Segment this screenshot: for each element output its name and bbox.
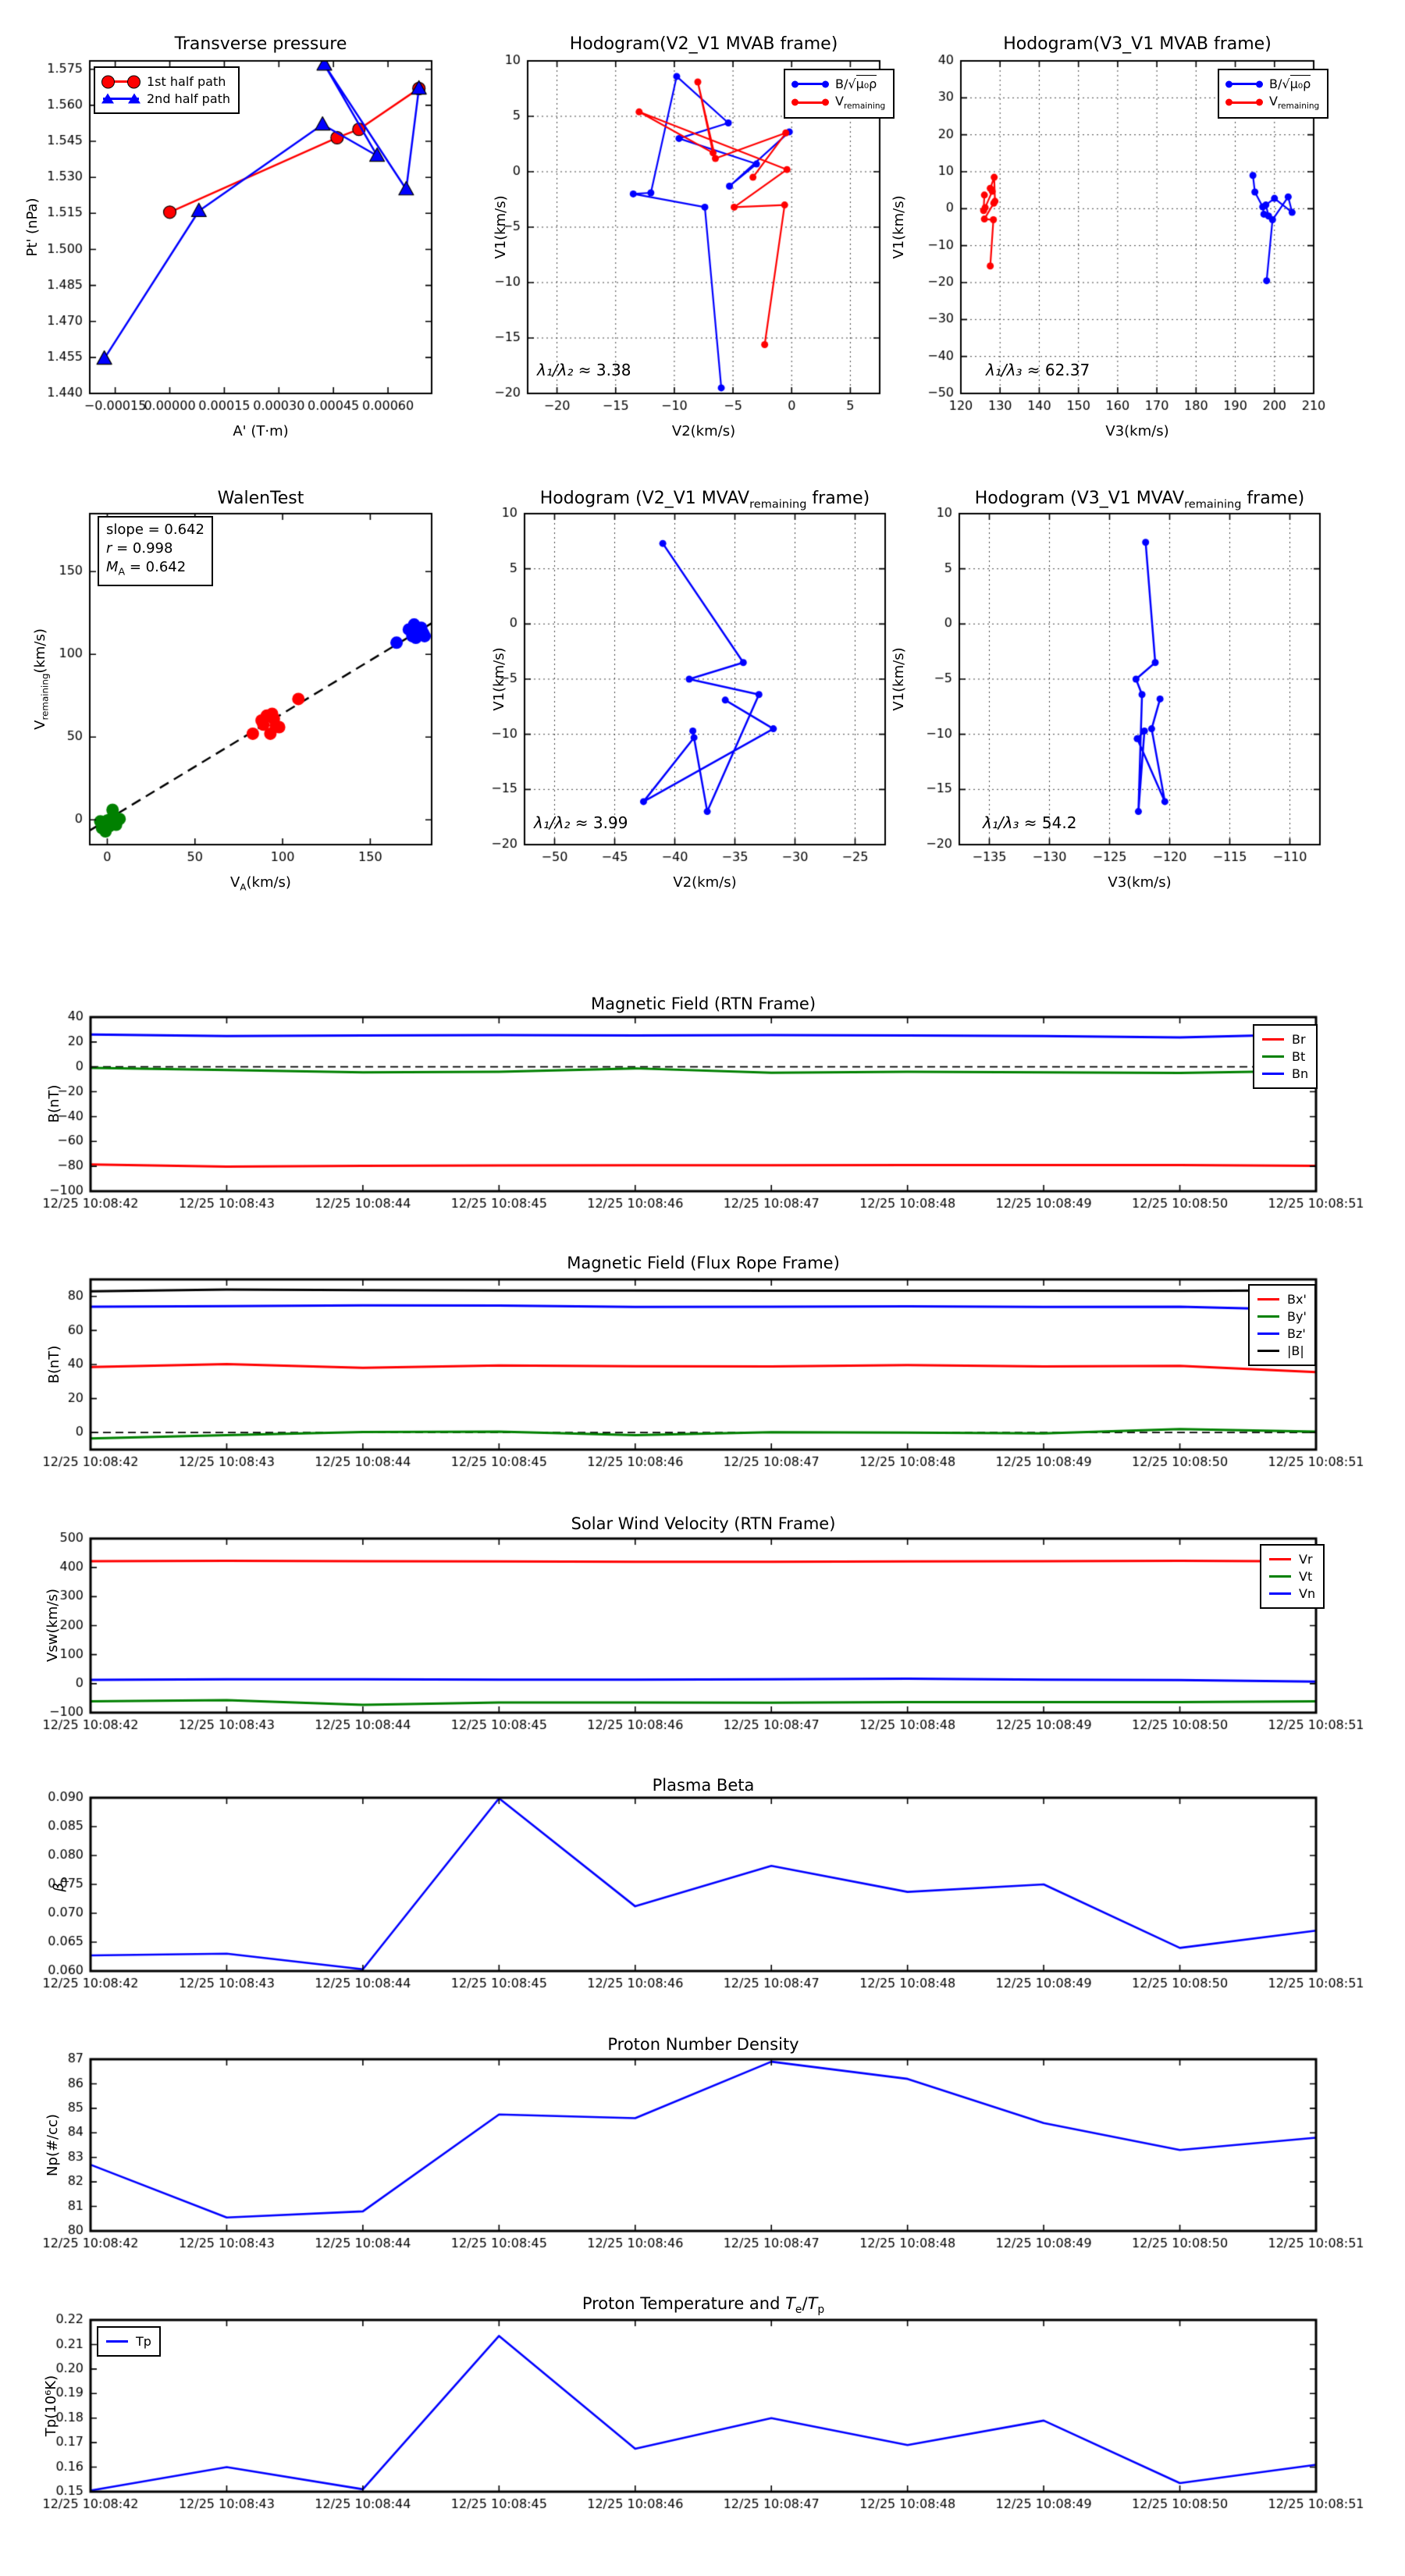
legend-swatch: [1257, 1298, 1279, 1300]
legend-item: [793, 94, 885, 111]
annotation-math: λ₁/λ₃ ≈: [986, 361, 1045, 379]
label-text: (km/s): [246, 874, 291, 891]
x-axis-label-va: [90, 874, 432, 893]
legend-label: By': [1287, 1309, 1307, 1324]
legend-magnetic-field-rtn: [1253, 1024, 1318, 1089]
legend-label: $V_{remaining}$: [1269, 94, 1320, 112]
legend-label: Vn: [1299, 1586, 1316, 1601]
legend-swatch: [1227, 83, 1261, 85]
legend-marker-dot: [1225, 99, 1232, 106]
legend-label: B/√μ₀ρ: [835, 76, 877, 91]
title-subscript: remaining: [1184, 498, 1242, 511]
legend-item: [1257, 1292, 1307, 1307]
title-subscript: remaining: [749, 498, 807, 511]
plot-title-walen-test: WalenTest: [217, 489, 304, 508]
walen-slope: slope = 0.642: [106, 521, 205, 538]
legend-marker-dot: [127, 75, 140, 88]
label-math: β: [51, 1883, 67, 1892]
legend-swatch: [793, 101, 827, 104]
legend-swatch: [1262, 1038, 1284, 1041]
legend-item: [1269, 1586, 1315, 1601]
y-axis-label-v1: V1(km/s): [891, 195, 907, 259]
x-axis-label-v2: V2(km/s): [671, 423, 736, 439]
y-axis-label-tp: Tp(10⁶K): [43, 2375, 59, 2437]
legend-item: [106, 2334, 151, 2349]
stat-value: = 0.998: [112, 540, 173, 557]
legend-marker-dot: [791, 80, 799, 87]
legend-swatch: [1269, 1592, 1291, 1595]
title-text: Hodogram (V2_V1 MVAV: [539, 489, 750, 508]
legend-solar-wind-velocity: [1260, 1544, 1325, 1609]
legend-hodogram-v2v1-mvab: [784, 69, 895, 119]
legend-item: [1262, 1032, 1308, 1047]
plot-title-hodogram-v3v1-mvav: [959, 489, 1320, 511]
legend-swatch: [1257, 1332, 1279, 1335]
legend-label: |B|: [1287, 1343, 1304, 1358]
legend-label: $V_{remaining}$: [835, 94, 886, 112]
legend-item: [1269, 1552, 1315, 1567]
title-subscript: e: [795, 2304, 802, 2317]
lambda-ratio-annotation: [983, 813, 1076, 832]
legend-marker-dot: [1225, 80, 1232, 87]
label-text: V: [230, 874, 240, 891]
title-text: frame): [806, 489, 870, 508]
legend-item: [1262, 1049, 1308, 1064]
plot-title-magnetic-field-rtn: Magnetic Field (RTN Frame): [590, 994, 816, 1013]
plot-title-proton-temperature: [91, 2294, 1316, 2316]
y-axis-label-np: Np(#/cc): [44, 2114, 61, 2176]
legend-label: Vt: [1299, 1569, 1313, 1584]
title-math: T: [807, 2294, 818, 2313]
legend-label: 2nd half path: [147, 91, 231, 106]
label-subscript: A: [240, 881, 247, 893]
plot-title-hodogram-v2v1-mvab: Hodogram(V2_V1 MVAB frame): [569, 34, 838, 54]
legend-swatch: [793, 83, 827, 85]
legend-swatch: [1269, 1558, 1291, 1560]
y-axis-label-v1: V1(km/s): [493, 195, 509, 259]
label-subscript: remaining: [39, 673, 51, 720]
label-subscript: p: [58, 1877, 69, 1884]
plot-title-hodogram-v2v1-mvav: [525, 489, 885, 511]
annotation-math: λ₁/λ₂ ≈: [537, 361, 596, 379]
legend-label: Bt: [1292, 1049, 1306, 1064]
legend-swatch: [1262, 1055, 1284, 1058]
legend-label: Tp: [136, 2334, 151, 2349]
legend-label: 1st half path: [147, 74, 226, 89]
legend-marker-dot: [101, 75, 115, 88]
legend-label: Br: [1292, 1032, 1306, 1047]
legend-swatch: [1257, 1315, 1279, 1318]
legend-swatch: [103, 80, 139, 83]
legend-hodogram-v3v1-mvab: [1218, 69, 1329, 119]
legend-marker-dot: [1256, 80, 1263, 87]
lambda-ratio-annotation: [534, 813, 628, 832]
annotation-value: 3.99: [592, 813, 628, 832]
y-axis-label-bnt: B(nT): [46, 1345, 62, 1384]
title-text: frame): [1241, 489, 1305, 508]
legend-item: [793, 76, 885, 91]
legend-label: Bz': [1287, 1326, 1306, 1341]
legend-marker-dot: [822, 99, 829, 106]
legend-swatch: [1257, 1350, 1279, 1352]
legend-item: [1227, 76, 1319, 91]
y-axis-label-v1: V1(km/s): [891, 647, 907, 711]
y-axis-label-bnt: B(nT): [46, 1084, 62, 1123]
annotation-math: λ₁/λ₂ ≈: [534, 813, 593, 832]
annotation-value: 62.37: [1044, 361, 1090, 379]
stat-symbol: r: [106, 540, 112, 557]
y-axis-label-vremaining: [30, 562, 51, 796]
legend-swatch: [1227, 101, 1261, 104]
legend-item: [1257, 1343, 1307, 1358]
label-text: V: [32, 720, 48, 730]
legend-marker-dot: [1256, 99, 1263, 106]
legend-swatch: [1269, 1575, 1291, 1578]
legend-swatch: [106, 2340, 128, 2343]
x-axis-label-v2: V2(km/s): [673, 874, 737, 891]
legend-marker-triangle: [101, 93, 114, 103]
plot-title-hodogram-v3v1-mvab: Hodogram(V3_V1 MVAB frame): [1003, 34, 1272, 54]
title-text: Proton Temperature and: [582, 2294, 786, 2313]
lambda-ratio-annotation: [537, 361, 631, 379]
legend-item: [1257, 1309, 1307, 1324]
plot-title-solar-wind-velocity: Solar Wind Velocity (RTN Frame): [571, 1514, 836, 1533]
legend-proton-temperature: [97, 2326, 161, 2357]
plot-title-transverse-pressure: Transverse pressure: [174, 34, 347, 54]
lambda-ratio-annotation: [986, 361, 1090, 379]
y-axis-label-pt: Pt' (nPa): [24, 197, 41, 257]
plot-title-magnetic-field-flux-rope: Magnetic Field (Flux Rope Frame): [567, 1254, 840, 1272]
legend-marker-dot: [822, 80, 829, 87]
annotation-value: 54.2: [1041, 813, 1077, 832]
walen-stats-box: [98, 516, 213, 586]
legend-item: [1227, 94, 1319, 111]
legend-item: [1269, 1569, 1315, 1584]
stat-symbol: M: [106, 559, 119, 575]
legend-marker-dot: [791, 99, 799, 106]
plot-title-proton-number-density: Proton Number Density: [607, 2035, 799, 2054]
annotation-value: 3.38: [596, 361, 631, 379]
legend-item: [1257, 1326, 1307, 1341]
stat-value: = 0.642: [125, 559, 187, 575]
y-axis-label-v1: V1(km/s): [491, 647, 507, 711]
legend-label: Bx': [1287, 1292, 1307, 1307]
label-text: (km/s): [32, 628, 48, 674]
y-axis-label-beta: [49, 1767, 69, 2001]
legend-magnetic-field-flux-rope: [1248, 1284, 1316, 1366]
legend-marker-triangle: [128, 93, 140, 103]
legend-swatch: [103, 98, 139, 100]
legend-swatch: [1262, 1073, 1284, 1075]
plot-title-plasma-beta: Plasma Beta: [652, 1776, 755, 1795]
x-axis-label-v3: V3(km/s): [1105, 423, 1169, 439]
walen-ma: [106, 558, 205, 582]
title-text: Hodogram (V3_V1 MVAV: [974, 489, 1185, 508]
stat-subscript: A: [118, 565, 126, 578]
legend-label: B/√μ₀ρ: [1269, 76, 1311, 91]
legend-transverse-pressure: [94, 66, 240, 114]
legend-item: [1262, 1066, 1308, 1081]
annotation-math: λ₁/λ₃ ≈: [983, 813, 1042, 832]
x-axis-label-a-prime: A' (T·m): [233, 423, 289, 439]
y-axis-label-vsw: Vsw(km/s): [44, 1589, 61, 1662]
walen-r: [106, 539, 205, 558]
title-subscript: p: [817, 2304, 825, 2317]
title-text: /: [802, 2294, 808, 2313]
x-axis-label-v3: V3(km/s): [1108, 874, 1172, 891]
legend-item: [103, 74, 230, 89]
title-math: T: [785, 2294, 795, 2313]
legend-label: Bn: [1292, 1066, 1309, 1081]
legend-item: [103, 91, 230, 106]
legend-label: Vr: [1299, 1552, 1313, 1567]
